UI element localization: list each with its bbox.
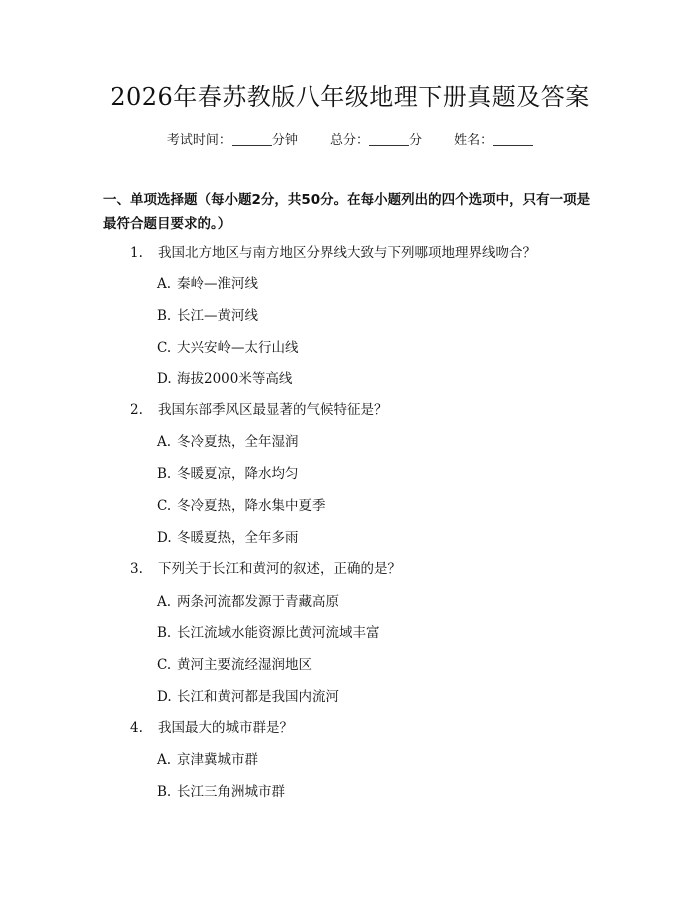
option-text: 冬冷夏热，降水集中夏季 xyxy=(177,498,326,514)
total-score-blank xyxy=(369,133,409,146)
q2-option-b xyxy=(157,464,299,484)
question-1 xyxy=(130,243,536,263)
option-text: 大兴安岭—太行山线 xyxy=(177,340,299,356)
option-text: 长江三角洲城市群 xyxy=(177,784,285,800)
option-text: 冬暖夏热，全年多雨 xyxy=(177,530,299,546)
option-letter: C. xyxy=(157,498,172,514)
q1-option-c xyxy=(157,338,299,358)
q1-option-d xyxy=(157,369,292,389)
q3-option-d xyxy=(157,687,339,707)
option-text: 长江—黄河线 xyxy=(177,308,258,324)
option-letter: A. xyxy=(157,752,172,768)
exam-time-blank xyxy=(232,133,272,146)
option-letter: B. xyxy=(157,625,172,641)
q3-option-a xyxy=(157,592,339,612)
q3-option-b xyxy=(157,623,380,643)
option-letter: D. xyxy=(157,689,172,705)
total-score-field xyxy=(330,131,422,151)
name-field xyxy=(454,131,533,151)
q1-option-a xyxy=(157,274,258,294)
option-letter: B. xyxy=(157,784,172,800)
option-text: 秦岭—淮河线 xyxy=(177,276,258,292)
option-letter: A. xyxy=(157,276,172,292)
q4-option-b xyxy=(157,782,285,802)
question-4 xyxy=(130,718,293,738)
question-number: 2. xyxy=(130,402,143,418)
option-letter: A. xyxy=(157,434,172,450)
option-text: 海拔2000米等高线 xyxy=(177,371,293,387)
question-2 xyxy=(130,400,388,420)
question-text: 我国东部季风区最显著的气候特征是？ xyxy=(158,402,388,418)
option-letter: C. xyxy=(157,340,172,356)
option-text: 长江和黄河都是我国内流河 xyxy=(177,689,339,705)
q4-option-a xyxy=(157,750,258,770)
q3-option-c xyxy=(157,655,312,675)
option-text: 京津冀城市群 xyxy=(177,752,258,768)
question-number: 3. xyxy=(130,561,143,577)
total-score-unit: 分 xyxy=(409,133,423,148)
question-text: 下列关于长江和黄河的叙述，正确的是？ xyxy=(158,561,401,577)
section-heading: 一、单项选择题（每小题2分，共50分。在每小题列出的四个选项中，只有一项是最符合题目要求的。） xyxy=(103,192,591,232)
option-text: 长江流域水能资源比黄河流域丰富 xyxy=(177,625,380,641)
exam-time-unit: 分钟 xyxy=(271,133,298,148)
q2-option-d xyxy=(157,528,299,548)
question-number: 4. xyxy=(130,720,143,736)
q1-option-b xyxy=(157,306,258,326)
option-text: 冬暖夏凉，降水均匀 xyxy=(177,466,299,482)
exam-info xyxy=(0,131,700,151)
option-text: 两条河流都发源于青藏高原 xyxy=(177,594,339,610)
option-letter: D. xyxy=(157,371,172,387)
q2-option-a xyxy=(157,432,299,452)
question-text: 我国北方地区与南方地区分界线大致与下列哪项地理界线吻合？ xyxy=(158,245,536,261)
question-number: 1. xyxy=(130,245,143,261)
option-letter: B. xyxy=(157,466,172,482)
option-letter: B. xyxy=(157,308,172,324)
question-text: 我国最大的城市群是？ xyxy=(158,720,293,736)
question-3 xyxy=(130,559,401,579)
q2-option-c xyxy=(157,496,326,516)
total-score-label: 总分： xyxy=(329,133,369,148)
option-letter: C. xyxy=(157,657,172,673)
name-blank xyxy=(493,133,533,146)
option-letter: D. xyxy=(157,530,172,546)
option-text: 冬冷夏热，全年湿润 xyxy=(177,434,299,450)
document-title: 2026年春苏教版八年级地理下册真题及答案 xyxy=(110,83,590,111)
exam-time-label: 考试时间： xyxy=(166,133,232,148)
name-label: 姓名： xyxy=(454,133,494,148)
option-text: 黄河主要流经湿润地区 xyxy=(177,657,312,673)
option-letter: A. xyxy=(157,594,172,610)
exam-time-field xyxy=(167,131,298,151)
